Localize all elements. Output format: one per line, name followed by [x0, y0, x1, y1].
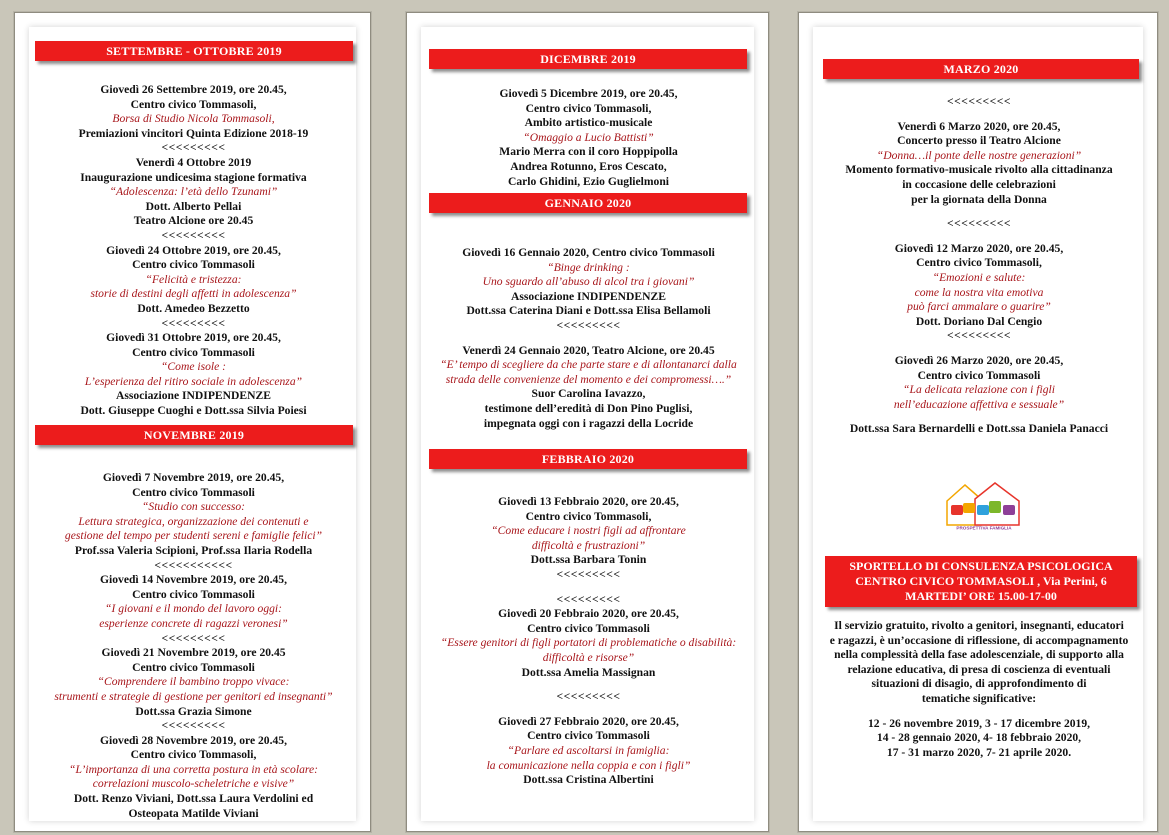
event-line: Giovedì 28 Novembre 2019, ore 20.45,	[100, 733, 287, 747]
separator: <<<<<<<<<	[161, 631, 226, 645]
event-line: 17 - 31 marzo 2020, 7- 21 aprile 2020.	[886, 745, 1072, 759]
event-title: Uno sguardo all’abuso di alcol tra i giovani”	[482, 275, 695, 289]
event-title: difficoltà e frustrazioni”	[531, 538, 646, 552]
separator: <<<<<<<<<	[556, 690, 621, 704]
event-line: Dott. Doriano Dal Cengio	[915, 314, 1043, 328]
event-line: Giovedì 26 Settembre 2019, ore 20.45,	[100, 83, 287, 96]
event-title: Lettura strategica, organizzazione dei contenuti e	[78, 514, 309, 528]
event-line: Dott. Giuseppe Cuoghi e Dott.ssa Silvia Poiesi	[80, 404, 307, 418]
event-line: Centro civico Tommasoli	[132, 258, 255, 272]
event-line: Venerdì 6 Marzo 2020, ore 20.45,	[897, 119, 1061, 133]
event-line: tematiche significative:	[921, 691, 1037, 705]
event-line: Centro civico Tommasoli,	[916, 256, 1042, 270]
event-line	[421, 334, 756, 344]
event-title: “Come isole :	[160, 360, 227, 374]
sportello-line: SPORTELLO DI CONSULENZA PSICOLOGICA	[849, 559, 1113, 573]
events-febbraio	[421, 495, 756, 788]
events-novembre	[29, 471, 358, 821]
event-line: Centro civico Tommasoli	[527, 621, 650, 635]
header-marzo: MARZO 2020	[823, 59, 1139, 79]
event-line: Dott.ssa Grazia Simone	[135, 704, 252, 718]
event-line: Giovedì 16 Gennaio 2020, Centro civico Tommasoli	[462, 246, 715, 259]
event-line: Suor Carolina Iavazzo,	[531, 387, 646, 401]
event-title: “Come educare i nostri figli ad affrontare	[491, 524, 686, 538]
event-line: Concerto presso il Teatro Alcione	[897, 134, 1061, 148]
event-title: può farci ammalare o guarire”	[907, 300, 1051, 314]
event-title: difficoltà e risorse”	[542, 650, 635, 664]
event-title: la comunicazione nella coppia e con i figli”	[486, 758, 691, 772]
event-line: Ambito artistico-musicale	[524, 116, 653, 130]
event-line	[421, 583, 756, 593]
events-settembre-ottobre	[29, 83, 358, 419]
event-line: Inaugurazione undicesima stagione formativa	[80, 170, 307, 184]
sportello-line: CENTRO CIVICO TOMMASOLI , Via Perini, 6	[855, 574, 1107, 588]
event-title: “Felicità e tristezza:	[145, 272, 242, 286]
event-line	[813, 412, 1145, 422]
event-title: “Adolescenza: l’età dello Tzunami”	[109, 185, 278, 199]
header-novembre: NOVEMBRE 2019	[35, 425, 353, 445]
event-title: “E’ tempo di scegliere da che parte stare e di allontanarci dalla	[440, 358, 737, 372]
event-line: in coccasione delle celebrazioni	[902, 177, 1056, 191]
event-line: Centro civico Tommasoli	[132, 485, 255, 499]
event-line: Dott. Renzo Viviani, Dott.ssa Laura Verdolini ed	[73, 792, 314, 806]
header-dicembre: DICEMBRE 2019	[429, 49, 747, 69]
event-line: Centro civico Tommasoli	[527, 729, 650, 743]
event-line: Giovedì 7 Novembre 2019, ore 20.45,	[102, 471, 285, 484]
event-line: relazione educativa, di presa di coscienza di eventuali	[847, 662, 1111, 676]
separator: <<<<<<<<<	[161, 316, 226, 330]
separator: <<<<<<<<<	[947, 329, 1011, 343]
event-line: Giovedì 21 Novembre 2019, ore 20.45	[101, 646, 286, 660]
event-title: “La delicata relazione con i figli	[903, 383, 1055, 397]
separator: <<<<<<<<<	[161, 719, 226, 733]
event-line: Giovedì 12 Marzo 2020, ore 20.45,	[894, 241, 1064, 255]
events-gennaio	[421, 246, 756, 431]
separator: <<<<<<<<<<<	[154, 558, 233, 572]
logo-puzzle-piece	[963, 503, 975, 513]
logo-puzzle-piece	[977, 505, 989, 515]
event-line: Giovedì 13 Febbraio 2020, ore 20.45,	[498, 495, 679, 508]
logo-puzzle-piece	[1003, 505, 1015, 515]
event-title: come la nostra vita emotiva	[914, 285, 1044, 299]
event-title: esperienze concrete di ragazzi veronesi”	[99, 616, 288, 630]
brochure-panel-1	[14, 12, 371, 832]
event-title: “L’importanza di una corretta postura in età scolare:	[69, 762, 318, 776]
event-line	[813, 110, 1145, 120]
event-line: Dott. Amedeo Bezzetto	[137, 301, 250, 315]
event-line: Premiazioni vincitori Quinta Edizione 2018-19	[78, 126, 309, 140]
event-line	[813, 344, 1145, 354]
logo-puzzle-piece	[951, 505, 963, 515]
event-line: Centro civico Tommasoli	[132, 660, 255, 674]
event-line: Venerdì 24 Gennaio 2020, Teatro Alcione, ore 20.45	[462, 343, 715, 357]
event-line: impegnata oggi con i ragazzi della Locride	[483, 416, 694, 430]
event-line: Giovedì 20 Febbraio 2020, ore 20.45,	[498, 607, 679, 621]
event-line: Giovedì 5 Dicembre 2019, ore 20.45,	[499, 87, 678, 100]
event-title: “Essere genitori di figli portatori di problematiche o disabilità:	[440, 636, 737, 650]
event-title: Borsa di Studio Nicola Tommasoli,	[112, 112, 275, 126]
event-line: Dott.ssa Amelia Massignan	[521, 665, 656, 679]
event-title: storie di destini degli affetti in adolescenza”	[90, 287, 297, 301]
logo-puzzle-piece	[989, 501, 1001, 513]
event-line: Giovedì 26 Marzo 2020, ore 20.45,	[894, 353, 1064, 367]
event-title: nell’educazione affettiva e sessuale”	[893, 397, 1065, 411]
event-line: Centro civico Tommasoli	[917, 368, 1041, 382]
logo-text: PROSPETTIVA FAMIGLIA	[956, 525, 1012, 531]
event-title: “I giovani e il mondo del lavoro oggi:	[105, 602, 282, 616]
event-line: Centro civico Tommasoli,	[130, 748, 257, 762]
event-line: Associazione INDIPENDENZE	[511, 289, 666, 303]
event-line: Dott.ssa Caterina Diani e Dott.ssa Elisa Bellamoli	[466, 304, 711, 318]
event-line: Momento formativo-musicale rivolto alla cittadinanza	[845, 163, 1113, 177]
event-title: “Donna…il ponte delle nostre generazioni”	[876, 148, 1082, 162]
event-title: “Emozioni e salute:	[932, 270, 1026, 284]
event-title: L’esperienza del ritiro sociale in adolescenza”	[84, 374, 303, 388]
event-line: per la giornata della Donna	[911, 192, 1047, 206]
event-line: Associazione INDIPENDENZE	[116, 389, 271, 403]
event-line: Dott.ssa Barbara Tonin	[530, 553, 647, 567]
event-line: testimone dell’eredità di Don Pino Puglisi,	[484, 401, 693, 415]
separator: <<<<<<<<<	[556, 592, 621, 606]
event-line: Giovedì 31 Ottobre 2019, ore 20.45,	[106, 331, 281, 345]
event-line: Mario Merra con il coro Hoppipolla	[499, 145, 678, 159]
event-line: Centro civico Tommasoli	[132, 345, 255, 359]
sportello-banner	[825, 556, 1137, 607]
event-line: Dott.ssa Cristina Albertini	[523, 773, 654, 787]
separator: <<<<<<<<<	[161, 141, 226, 155]
event-line: Centro civico Tommasoli	[132, 587, 255, 601]
prospettiva-famiglia-logo	[945, 481, 1023, 533]
event-title: “Omaggio a Lucio Battisti”	[523, 130, 654, 144]
event-title: gestione del tempo per studenti sereni e famiglie felici”	[64, 529, 323, 543]
event-line: 14 - 28 gennaio 2020, 4- 18 febbraio 2020,	[876, 731, 1082, 745]
event-line: Prof.ssa Valeria Scipioni, Prof.ssa Ilaria Rodella	[74, 543, 313, 557]
sportello-line: MARTEDI’ ORE 15.00-17-00	[905, 589, 1057, 603]
event-line: Andrea Rotunno, Eros Cescato,	[510, 159, 667, 173]
separator: <<<<<<<<<	[556, 567, 621, 581]
event-line: Giovedì 24 Ottobre 2019, ore 20.45,	[106, 243, 281, 257]
event-line: Dott. Alberto Pellai	[145, 199, 242, 213]
event-line	[813, 207, 1145, 217]
event-line: Osteopata Matilde Viviani	[128, 806, 259, 820]
separator: <<<<<<<<<	[947, 95, 1011, 108]
events-marzo	[813, 95, 1145, 437]
event-title: “Parlare ed ascoltarsi in famiglia:	[507, 743, 670, 757]
brochure-panel-3	[798, 12, 1158, 832]
header-settembre-ottobre: SETTEMBRE - OTTOBRE 2019	[35, 41, 353, 61]
event-line	[813, 707, 1145, 717]
separator: <<<<<<<<<	[556, 318, 621, 332]
header-gennaio: GENNAIO 2020	[429, 193, 747, 213]
event-line	[813, 232, 1145, 242]
events-dicembre	[421, 87, 756, 189]
event-line: Carlo Ghidini, Ezio Guglielmoni	[507, 174, 670, 188]
event-line: nella complessità della fase adolescenziale, di supporto alla	[834, 648, 1124, 662]
event-title: strada delle convenienze del momento e dei compromessi….”	[445, 372, 732, 386]
event-line: Centro civico Tommasoli,	[525, 101, 652, 115]
event-line: 12 - 26 novembre 2019, 3 - 17 dicembre 2019,	[867, 716, 1091, 730]
separator: <<<<<<<<<	[947, 217, 1011, 231]
event-title: strumenti e strategie di gestione per genitori ed insegnanti”	[54, 689, 333, 703]
event-title: “Studio con successo:	[141, 500, 246, 514]
event-title: “Comprendere il bambino troppo vivace:	[97, 675, 290, 689]
event-line: Giovedì 14 Novembre 2019, ore 20.45,	[100, 573, 287, 587]
event-line: e ragazzi, è un’occasione di riflessione, di accompagnamento	[829, 633, 1129, 647]
event-line: Centro civico Tommasoli,	[525, 509, 652, 523]
event-line: Giovedì 27 Febbraio 2020, ore 20.45,	[498, 714, 679, 728]
event-title: “Binge drinking :	[547, 260, 630, 274]
event-line	[421, 680, 756, 690]
separator: <<<<<<<<<	[161, 228, 226, 242]
sportello-description	[813, 619, 1145, 760]
brochure-panel-2	[406, 12, 769, 832]
event-line: Centro civico Tommasoli,	[130, 97, 257, 111]
event-title: correlazioni muscolo-scheletriche e visive”	[92, 777, 295, 791]
event-line: Venerdì 4 Ottobre 2019	[135, 155, 252, 169]
event-line: situazioni di disagio, di approfondimento di	[871, 677, 1087, 691]
event-line: Dott.ssa Sara Bernardelli e Dott.ssa Daniela Panacci	[849, 422, 1109, 436]
event-line: Il servizio gratuito, rivolto a genitori, insegnanti, educatori	[834, 619, 1124, 632]
event-line	[421, 705, 756, 715]
header-febbraio: FEBBRAIO 2020	[429, 449, 747, 469]
event-line: Teatro Alcione ore 20.45	[133, 214, 254, 228]
